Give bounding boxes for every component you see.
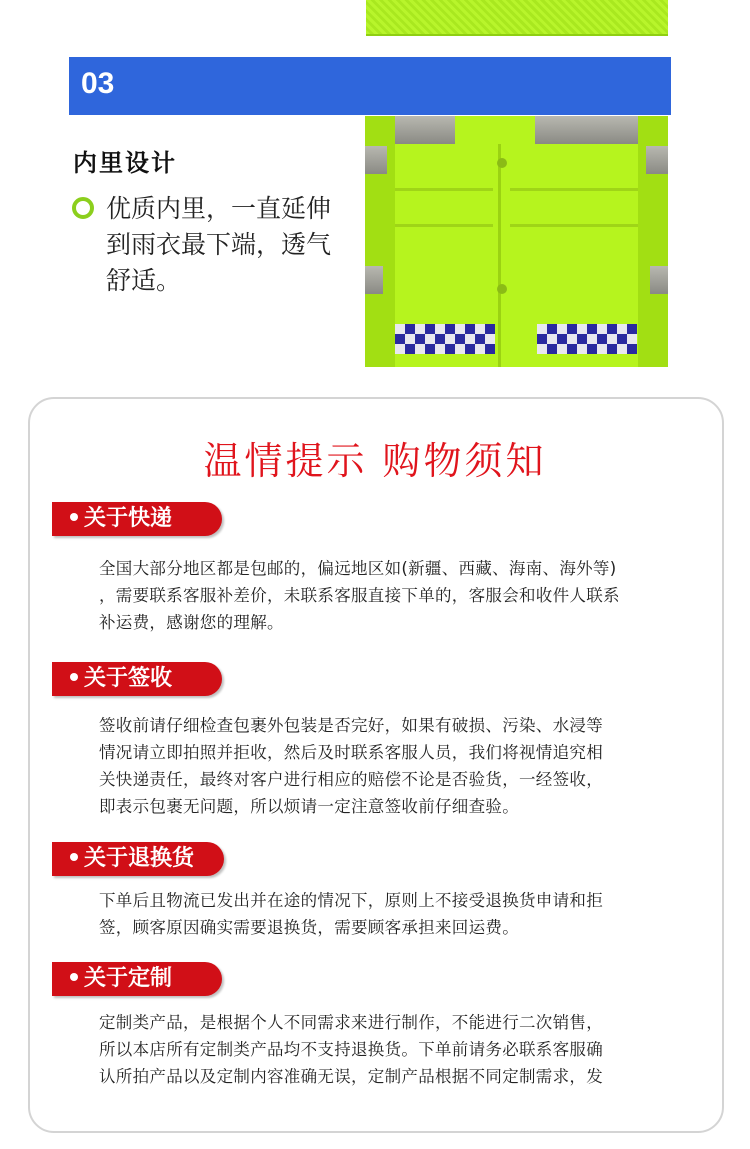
bullet-dot-icon — [70, 973, 78, 981]
notice-title: 温情提示 购物须知 — [203, 439, 547, 483]
tag-customization — [52, 962, 222, 996]
paragraph-line: ，需要联系客服补差价，未联系客服直接下单的，客服会和收件人联系 — [99, 586, 620, 605]
paragraph-line: 定制类产品，是根据个人不同需求来进行制作，不能进行二次销售， — [99, 1013, 603, 1032]
paragraph-line: 签，顾客原因确实需要退换货，需要顾客承担来回运费。 — [99, 918, 519, 937]
paragraph-shipping — [99, 555, 677, 636]
paragraph-line: 认所拍产品以及定制内容准确无误，定制产品根据不同定制需求，发 — [99, 1067, 603, 1086]
tag-label: 关于快递 — [84, 506, 173, 531]
feature-title: 内里设计 — [73, 149, 177, 177]
paragraph-line: 签收前请仔细检查包裹外包装是否完好，如果有破损、污染、水浸等 — [99, 716, 603, 735]
section-header-bar — [69, 57, 671, 115]
bullet-dot-icon — [70, 673, 78, 681]
tag-label: 关于定制 — [84, 966, 173, 991]
circle-icon — [72, 197, 94, 219]
raincoat-lining-image — [365, 116, 668, 367]
feature-line: 到雨衣最下端，透气 — [106, 230, 332, 259]
feature-description — [106, 191, 358, 299]
paragraph-returns — [99, 887, 677, 941]
paragraph-line: 情况请立即拍照并拒收，然后及时联系客服人员，我们将视情追究相 — [99, 743, 603, 762]
feature-line: 优质内里，一直延伸 — [106, 194, 332, 223]
paragraph-line: 所以本店所有定制类产品均不支持退换货。下单前请务必联系客服确 — [99, 1040, 603, 1059]
paragraph-line: 全国大部分地区都是包邮的，偏远地区如(新疆、西藏、海南、海外等) — [99, 559, 617, 578]
jacket-fabric-image-top — [366, 0, 668, 36]
tag-receiving — [52, 662, 222, 696]
paragraph-line: 即表示包裹无问题，所以烦请一定注意签收前仔细查验。 — [99, 797, 519, 816]
bullet-dot-icon — [70, 853, 78, 861]
tag-label: 关于签收 — [84, 666, 173, 691]
paragraph-line: 补运费，感谢您的理解。 — [99, 613, 284, 632]
feature-line: 舒适。 — [106, 266, 182, 295]
tag-label: 关于退换货 — [84, 846, 195, 871]
paragraph-line: 下单后且物流已发出并在途的情况下，原则上不接受退换货申请和拒 — [99, 891, 603, 910]
paragraph-receiving — [99, 712, 677, 820]
section-number: 03 — [81, 67, 115, 100]
text-clip-mask — [40, 1094, 710, 1126]
bullet-dot-icon — [70, 513, 78, 521]
tag-shipping — [52, 502, 222, 536]
tag-returns — [52, 842, 224, 876]
paragraph-line: 关快递责任，最终对客户进行相应的赔偿不论是否验货，一经签收， — [99, 770, 603, 789]
